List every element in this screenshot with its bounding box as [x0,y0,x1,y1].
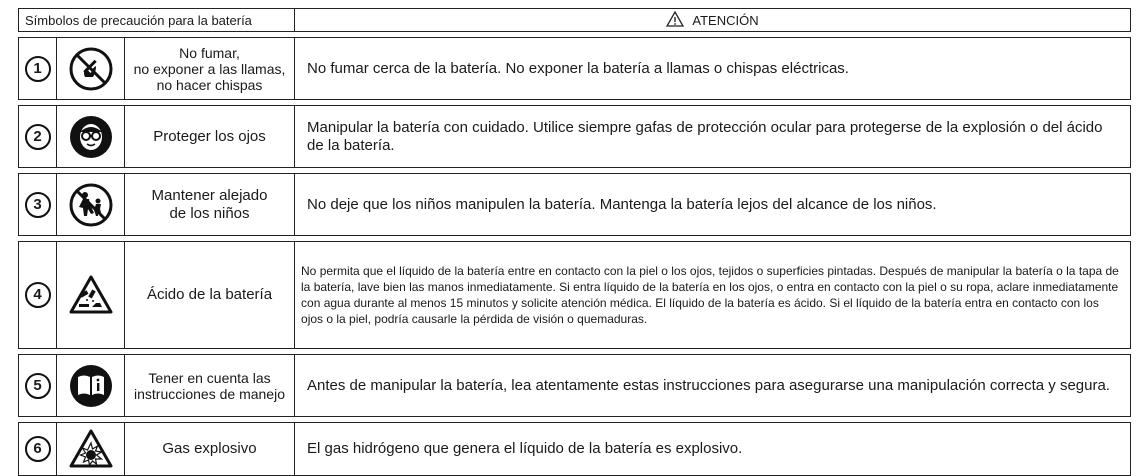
row-icon-cell [57,38,125,100]
row-icon-cell [57,106,125,168]
row-label: Tener en cuenta las instrucciones de manejo [125,355,295,417]
table-header-row [19,9,1131,32]
header-attention [295,9,1131,32]
header-symbols: Símbolos de precaución para la batería [19,9,295,32]
row-icon-cell [57,242,125,349]
corrosive-acid-icon [69,275,113,315]
battery-precaution-table [18,8,1131,476]
no-smoking-no-flame-icon [69,47,113,91]
row-number: 2 [19,106,57,168]
table-row [19,106,1131,168]
eye-protection-icon [69,115,113,159]
row-label: No fumar, no exponer a las llamas, no hacer chispas [125,38,295,100]
row-label: Gas explosivo [125,423,295,476]
battery-precaution-table-container [18,8,1130,476]
row-icon-cell [57,355,125,417]
header-attention-label: ATENCIÓN [692,12,759,28]
row-number: 1 [19,38,57,100]
table-row [19,38,1131,100]
row-text: Antes de manipular la batería, lea atentamente estas instrucciones para asegurarse una manipulación correcta y segura. [295,355,1131,417]
keep-away-children-icon [69,183,113,227]
row-number: 3 [19,174,57,236]
row-number: 4 [19,242,57,349]
table-row [19,423,1131,476]
row-text: No permita que el líquido de la batería entre en contacto con la piel o los ojos, tejidos o superficies pintadas. Después de manipular la batería o la tapa de la batería, lave bien las manos inmediatamente. Si entra líquido de la batería en los ojos, o entra en contacto con la piel o su ropa, aclare inmediatamente con agua durante al menos 15 minutos y solicite atención médica. El líquido de la batería es ácido. Si el líquido de la batería entra en contacto con los ojos o la piel, podría causarle la pérdida de visión o quemaduras. [295,242,1131,349]
row-icon-cell [57,174,125,236]
row-text: No deje que los niños manipulen la batería. Mantenga la batería lejos del alcance de los niños. [295,174,1131,236]
read-instructions-icon [69,364,113,408]
row-text: El gas hidrógeno que genera el líquido de la batería es explosivo. [295,423,1131,476]
explosive-gas-icon [69,429,113,469]
table-row [19,242,1131,349]
row-text: Manipular la batería con cuidado. Utilice siempre gafas de protección ocular para protegerse de la explosión o del ácido de la batería. [295,106,1131,168]
row-number: 5 [19,355,57,417]
row-text: No fumar cerca de la batería. No exponer la batería a llamas o chispas eléctricas. [295,38,1131,100]
table-row [19,174,1131,236]
row-number: 6 [19,423,57,476]
warning-triangle-icon [666,11,684,30]
row-label: Mantener alejado de los niños [125,174,295,236]
row-label: Proteger los ojos [125,106,295,168]
row-icon-cell [57,423,125,476]
row-label: Ácido de la batería [125,242,295,349]
table-row [19,355,1131,417]
